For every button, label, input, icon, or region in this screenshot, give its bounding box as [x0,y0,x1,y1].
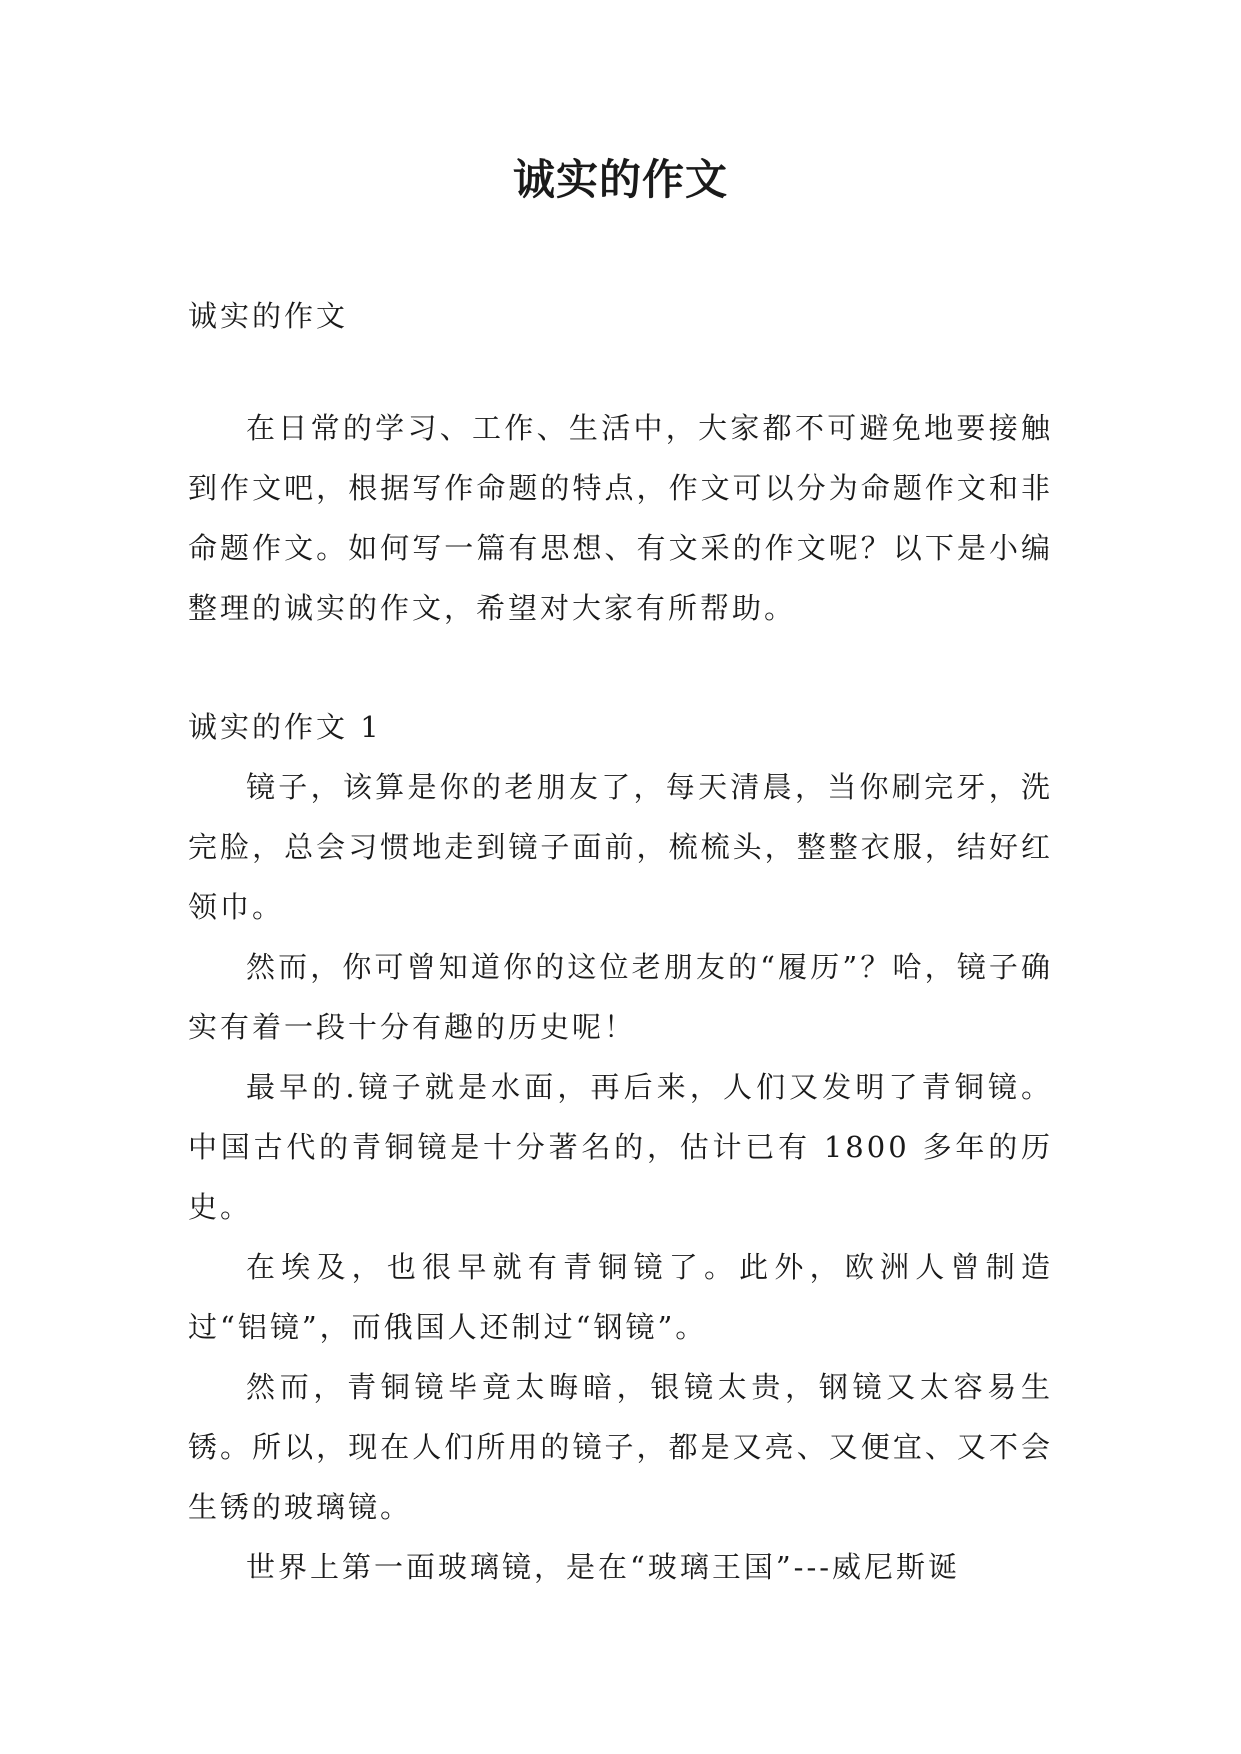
document-subtitle: 诚实的作文 [188,299,349,333]
document-title: 诚实的作文 [512,155,728,204]
body-paragraph: 然而，你可曾知道你的这位老朋友的“履历”？哈，镜子确实有着一段十分有趣的历史呢！ [188,950,1053,1044]
article-section [188,697,1053,1597]
section-heading: 诚实的作文 1 [188,710,382,744]
intro-paragraph: 在日常的学习、工作、生活中，大家都不可避免地要接触到作文吧，根据写作命题的特点，作文可以分为命题作文和非命题作文。如何写一篇有思想、有文采的作文呢？以下是小编整理的诚实的作文，希望对大家有所帮助。 [188,411,1053,625]
body-paragraph: 然而，青铜镜毕竟太晦暗，银镜太贵，钢镜又太容易生锈。所以，现在人们所用的镜子，都是又亮、又便宜、又不会生锈的玻璃镜。 [188,1370,1053,1524]
intro-section [188,398,1053,638]
body-paragraph: 世界上第一面玻璃镜，是在“玻璃王国”---威尼斯诞 [246,1550,961,1584]
body-paragraph: 最早的.镜子就是水面，再后来，人们又发明了青铜镜。中国古代的青铜镜是十分著名的，估计已有 1800 多年的历史。 [188,1070,1053,1224]
body-paragraph: 镜子，该算是你的老朋友了，每天清晨，当你刷完牙，洗完脸，总会习惯地走到镜子面前，梳梳头，整整衣服，结好红领巾。 [188,770,1053,924]
body-paragraph: 在埃及，也很早就有青铜镜了。此外，欧洲人曾制造过“铝镜”，而俄国人还制过“钢镜”。 [188,1250,1053,1344]
